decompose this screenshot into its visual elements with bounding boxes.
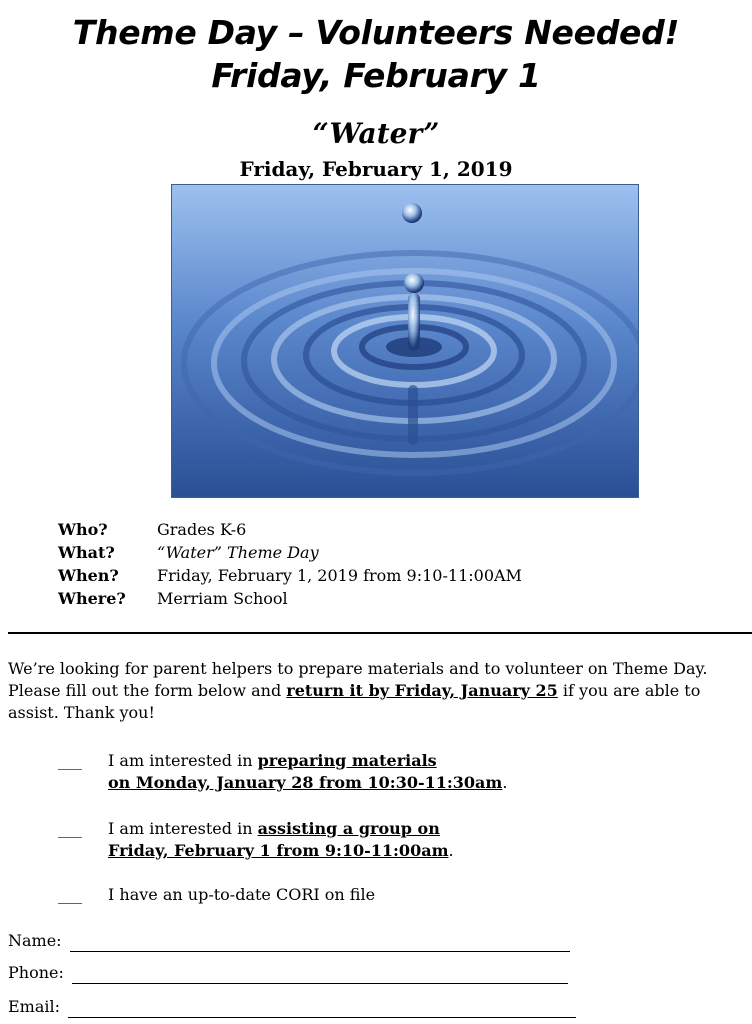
option-assisting-group[interactable] xyxy=(58,818,454,862)
option-emphasis-line2: Friday, February 1 from 9:10-11:00am xyxy=(108,841,449,860)
option-cori-on-file[interactable] xyxy=(58,884,375,906)
detail-value: Merriam School xyxy=(157,589,288,608)
email-label: Email: xyxy=(8,997,61,1016)
detail-label: Where? xyxy=(58,589,126,608)
name-input-line[interactable] xyxy=(70,935,570,952)
phone-label: Phone: xyxy=(8,963,64,982)
detail-where xyxy=(58,587,522,610)
option-suffix: . xyxy=(502,773,508,792)
request-paragraph xyxy=(8,658,728,724)
checkbox-blank[interactable]: ___ xyxy=(58,885,82,904)
detail-label: When? xyxy=(58,566,119,585)
option-suffix: . xyxy=(448,841,454,860)
detail-label: What? xyxy=(58,543,115,562)
flyer-subtitle-date: Friday, February 1 xyxy=(211,56,541,95)
name-field-row xyxy=(8,930,570,952)
checkbox-blank[interactable]: ___ xyxy=(58,819,82,838)
detail-when xyxy=(58,564,522,587)
paragraph-text-end: if you are able to assist. Thank you! xyxy=(8,681,701,722)
flyer-title: Theme Day – Volunteers Needed! xyxy=(72,13,680,52)
option-preparing-materials[interactable] xyxy=(58,750,507,794)
detail-who xyxy=(58,518,522,541)
option-text: I have an up-to-date CORI on file xyxy=(108,885,376,904)
water-drop-photo xyxy=(171,184,639,498)
option-emphasis-line2: on Monday, January 28 from 10:30-11:30am xyxy=(108,773,503,792)
option-text: I am interested in xyxy=(108,751,258,770)
detail-value: Grades K-6 xyxy=(157,520,247,539)
detail-value: “Water” Theme Day xyxy=(157,543,319,562)
phone-input-line[interactable] xyxy=(72,967,568,984)
detail-what xyxy=(58,541,522,564)
event-date: Friday, February 1, 2019 xyxy=(239,157,513,181)
email-input-line[interactable] xyxy=(68,1001,576,1018)
event-details xyxy=(58,518,522,610)
detail-label: Who? xyxy=(58,520,108,539)
return-deadline: return it by Friday, January 25 xyxy=(286,681,558,700)
theme-name: “Water” xyxy=(312,117,440,150)
name-label: Name: xyxy=(8,931,62,950)
option-emphasis: assisting a group on xyxy=(257,819,440,838)
option-text: I am interested in xyxy=(108,819,258,838)
checkbox-blank[interactable]: ___ xyxy=(58,751,82,770)
email-field-row xyxy=(8,996,576,1018)
phone-field-row xyxy=(8,962,568,984)
paragraph-text: We’re looking for parent helpers to prepare materials and to volunteer on Theme Day. Please fill out the form below and xyxy=(8,659,708,700)
detail-value: Friday, February 1, 2019 from 9:10-11:00AM xyxy=(157,566,522,585)
section-divider xyxy=(8,632,752,634)
option-emphasis: preparing materials xyxy=(257,751,437,770)
